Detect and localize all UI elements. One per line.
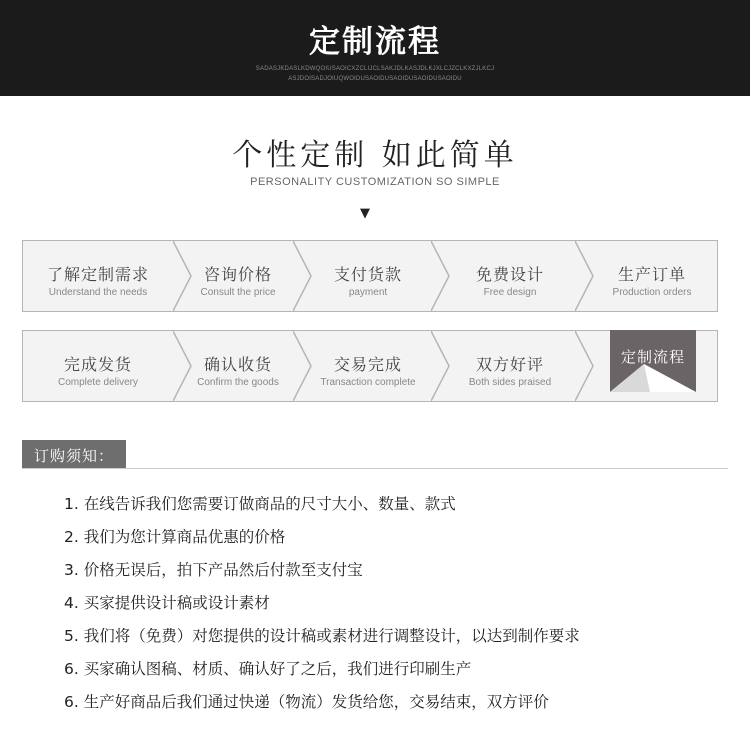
header-title: 定制流程 bbox=[309, 24, 441, 60]
flow-step-sublabel: Complete delivery bbox=[57, 377, 139, 388]
flow-step-sublabel: Consult the price bbox=[200, 287, 276, 298]
flow-step-sublabel: Transaction complete bbox=[320, 377, 416, 388]
header-banner bbox=[0, 0, 750, 96]
order-step: 2. 我们为您计算商品优惠的价格 bbox=[64, 528, 286, 546]
flow-step-complete-delivery bbox=[23, 331, 173, 401]
process-flow-row-1 bbox=[22, 240, 718, 312]
slogan-subtitle: PERSONALITY CUSTOMIZATION SO SIMPLE bbox=[250, 176, 500, 188]
order-notice-label: 订购须知： bbox=[33, 447, 114, 465]
flow-final-badge bbox=[610, 330, 696, 392]
flow-step-label: 咨询价格 bbox=[203, 265, 272, 284]
order-step: 4. 买家提供设计稿或设计素材 bbox=[64, 594, 270, 612]
flow-step-sublabel: Understand the needs bbox=[48, 287, 148, 298]
flow-step-payment bbox=[303, 241, 433, 311]
flow-step-free-design bbox=[443, 241, 577, 311]
slogan-title: 个性定制 如此简单 bbox=[232, 138, 518, 173]
chevron-right-icon bbox=[575, 331, 595, 401]
order-notice-tag bbox=[22, 440, 126, 468]
flow-step-label: 完成发货 bbox=[63, 355, 132, 374]
flow-step-label: 支付货款 bbox=[333, 265, 402, 284]
order-step: 1. 在线告诉我们您需要订做商品的尺寸大小、数量、款式 bbox=[64, 495, 456, 513]
flow-step-label: 交易完成 bbox=[333, 355, 402, 374]
flow-step-label: 确认收货 bbox=[203, 355, 272, 374]
flow-step-sublabel: payment bbox=[348, 287, 388, 298]
flow-step-understand-needs bbox=[23, 241, 173, 311]
header-subtext-line1: SADASJKDASLKDWQOIUSAOICXZCLIJCLSAKJDLKASJDLKJXLCJZCLKXZJLKCJ bbox=[255, 66, 495, 72]
flow-step-sublabel: Confirm the goods bbox=[197, 377, 279, 388]
divider bbox=[22, 468, 728, 469]
flow-step-label: 生产订单 bbox=[617, 265, 686, 284]
order-step: 5. 我们将（免费）对您提供的设计稿或素材进行调整设计，以达到制作要求 bbox=[64, 627, 580, 645]
flow-step-sublabel: Production orders bbox=[612, 287, 692, 298]
flow-step-both-sides-praised bbox=[443, 331, 577, 401]
flow-step-production-orders bbox=[587, 241, 717, 311]
order-step: 6. 生产好商品后我们通过快递（物流）发货给您，交易结束，双方评价 bbox=[64, 693, 549, 711]
down-arrow-icon: ▼ bbox=[360, 206, 370, 221]
flow-final-label: 定制流程 bbox=[620, 348, 685, 366]
flow-step-label: 双方好评 bbox=[475, 355, 544, 374]
flow-step-sublabel: Free design bbox=[483, 287, 537, 298]
order-step: 3. 价格无误后，拍下产品然后付款至支付宝 bbox=[64, 561, 363, 579]
flow-step-label: 免费设计 bbox=[475, 265, 544, 284]
order-step: 6. 买家确认图稿、材质、确认好了之后，我们进行印刷生产 bbox=[64, 660, 472, 678]
order-steps-list bbox=[64, 492, 724, 723]
flow-step-confirm-goods bbox=[183, 331, 293, 401]
flow-step-transaction-complete bbox=[303, 331, 433, 401]
flow-step-sublabel: Both sides praised bbox=[468, 377, 552, 388]
header-subtext-line2: ASJDOISADJOIUQWOIDUSAOIDUSAOIDUSAOIDUSAOIDU bbox=[288, 76, 462, 82]
flow-step-consult-price bbox=[183, 241, 293, 311]
flow-step-label: 了解定制需求 bbox=[46, 265, 149, 284]
